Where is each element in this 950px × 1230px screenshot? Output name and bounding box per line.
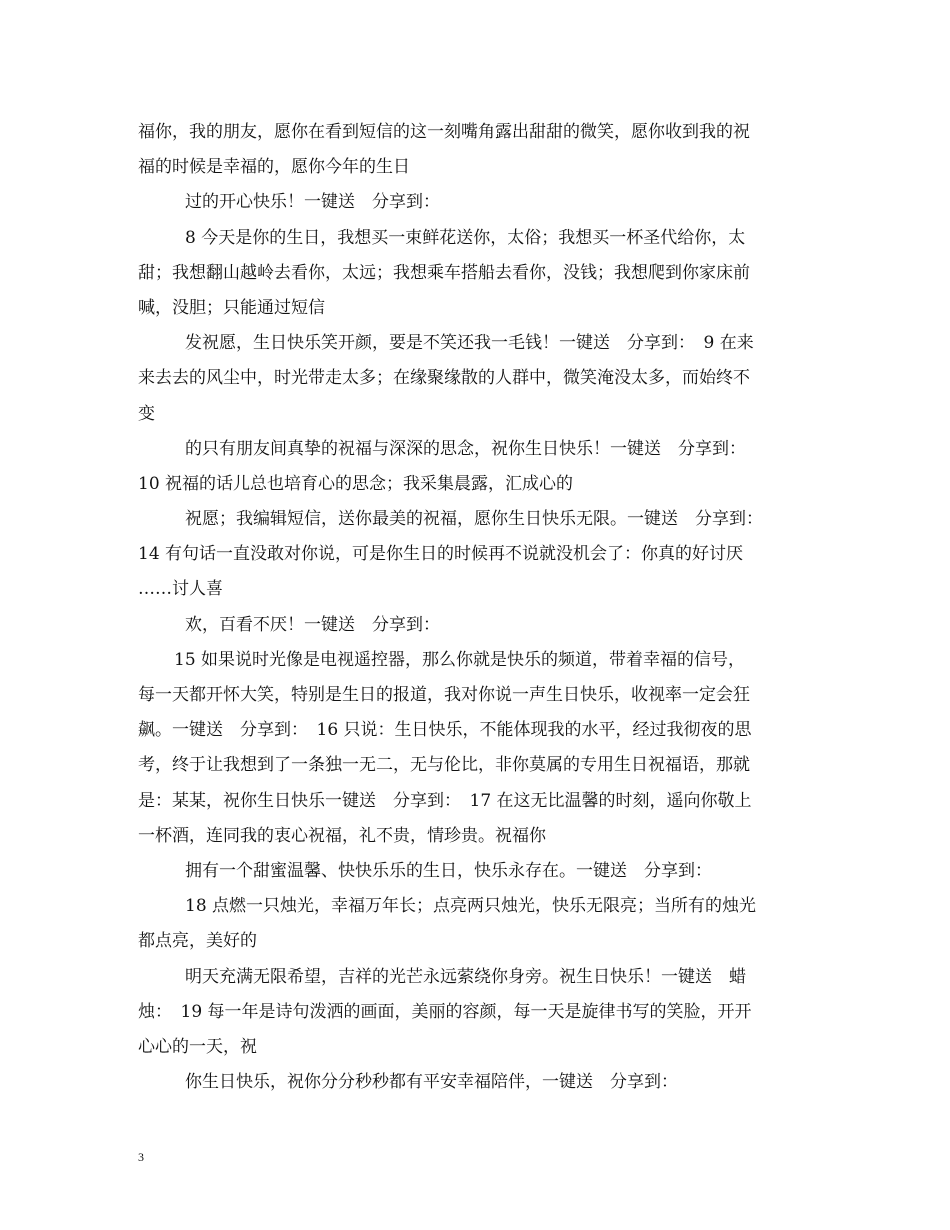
text-line: 8 今天是你的生日，我想买一束鲜花送你，太俗；我想买一杯圣代给你，太	[185, 227, 746, 248]
text-line: 福的时候是幸福的，愿你今年的生日	[138, 157, 410, 178]
text-line: 14 有句话一直没敢对你说，可是你生日的时候再不说就没机会了：你真的好讨厌	[138, 544, 744, 565]
text-line: 烛： 19 每一年是诗句泼洒的画面，美丽的容颜，每一天是旋律书写的笑脸，开开	[138, 1001, 752, 1022]
text-line: 拥有一个甜蜜温馨、快快乐乐的生日，快乐永存在。一键送 分享到：	[185, 860, 712, 881]
text-line: ……讨人喜	[138, 579, 223, 600]
text-line: 过的开心快乐！一键送 分享到：	[185, 192, 440, 213]
text-line: 福你，我的朋友，愿你在看到短信的这一刻嘴角露出甜甜的微笑，愿你收到我的祝	[138, 122, 750, 142]
text-line: 欢，百看不厌！一键送 分享到：	[185, 614, 440, 635]
text-line: 10 祝福的话儿总也培育心的思念；我采集晨露，汇成心的	[138, 473, 574, 494]
text-line: 甜；我想翻山越岭去看你，太远；我想乘车搭船去看你，没钱；我想爬到你家床前	[138, 262, 750, 283]
text-line: 一杯酒，连同我的衷心祝福，礼不贵，情珍贵。祝福你	[138, 825, 546, 846]
text-line: 喊，没胆；只能通过短信	[138, 297, 325, 318]
text-line: 每一天都开怀大笑，特别是生日的报道，我对你说一声生日快乐，收视率一定会狂	[138, 685, 750, 705]
text-line: 飙。一键送 分享到： 16 只说：生日快乐，不能体现我的水平，经过我彻夜的思	[138, 720, 752, 741]
text-line: 的只有朋友间真挚的祝福与深深的思念，祝你生日快乐！一键送 分享到：	[185, 438, 746, 459]
text-line: 心心的一天，祝	[138, 1036, 257, 1057]
page-number: 3	[138, 1150, 144, 1164]
text-line: 你生日快乐，祝你分分秒秒都有平安幸福陪伴，一键送 分享到：	[185, 1072, 678, 1093]
text-line: 变	[138, 403, 155, 424]
text-line: 祝愿；我编辑短信，送你最美的祝福，愿你生日快乐无限。一键送 分享到：	[185, 509, 763, 530]
text-line: 15 如果说时光像是电视遥控器，那么你就是快乐的频道，带着幸福的信号，	[174, 649, 746, 670]
text-line: 都点亮，美好的	[138, 931, 257, 952]
text-line: 18 点燃一只烛光，幸福万年长；点亮两只烛光，快乐无限亮；当所有的烛光	[185, 896, 757, 917]
text-line: 明天充满无限希望，吉祥的光芒永远萦绕你身旁。祝生日快乐！一键送 蜡	[185, 966, 746, 987]
text-line: 考，终于让我想到了一条独一无二，无与伦比，非你莫属的专用生日祝福语，那就	[138, 755, 750, 776]
body-text	[138, 115, 818, 1100]
text-line: 来去去的风尘中，时光带走太多；在缘聚缘散的人群中，微笑淹没太多，而始终不	[138, 368, 750, 389]
text-line: 是：某某，祝你生日快乐一键送 分享到： 17 在这无比温馨的时刻，遥向你敬上	[138, 790, 752, 811]
text-line: 发祝愿，生日快乐笑开颜，要是不笑还我一毛钱！一键送 分享到： 9 在来	[185, 333, 754, 354]
